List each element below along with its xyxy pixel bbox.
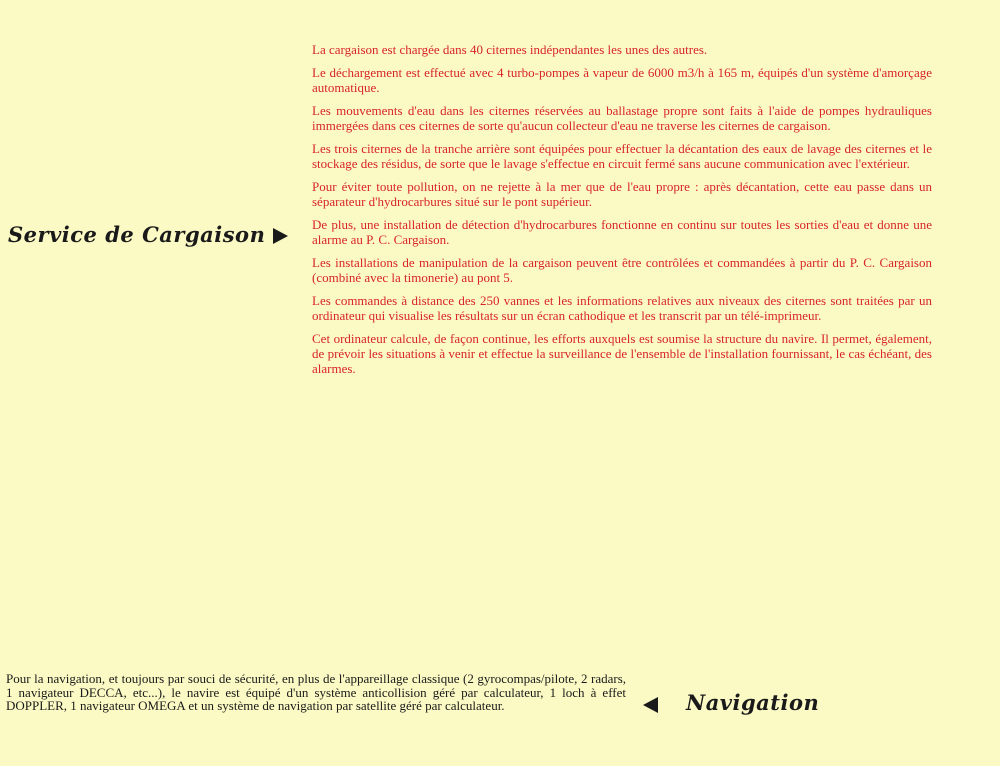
cargo-paragraph: Les installations de manipulation de la cargaison peuvent être contrôlées et commandées à partir du P. C. Cargaison (combiné avec la timonerie) au pont 5. [312, 255, 932, 285]
cargo-paragraph: Les mouvements d'eau dans les citernes réservées au ballastage propre sont faits à l'aide de pompes hydrauliques immergées dans ces citernes de sorte qu'aucun collecteur d'eau ne traverse les citernes de cargaison. [312, 103, 932, 133]
cargo-heading: Service de Cargaison [8, 222, 266, 247]
triangle-left-icon [643, 697, 658, 713]
cargo-paragraph: De plus, une installation de détection d'hydrocarbures fonctionne en continu sur toutes les sorties d'eau et donne une alarme au P. C. Cargaison. [312, 217, 932, 247]
cargo-description [312, 42, 932, 384]
cargo-paragraph: Les trois citernes de la tranche arrière sont équipées pour effectuer la décantation des eaux de lavage des citernes et le stockage des résidus, de sorte que le lavage s'effectue en circuit fermé sans aucune communication avec l'extérieur. [312, 141, 932, 171]
cargo-paragraph: Le déchargement est effectué avec 4 turbo-pompes à vapeur de 6000 m3/h à 165 m, équipés d'un système d'amorçage automatique. [312, 65, 932, 95]
cargo-paragraph: Pour éviter toute pollution, on ne rejette à la mer que de l'eau propre : après décantation, cette eau passe dans un séparateur d'hydrocarbures situé sur le pont supérieur. [312, 179, 932, 209]
navigation-description [6, 672, 626, 713]
cargo-paragraph: Cet ordinateur calcule, de façon continue, les efforts auxquels est soumise la structure du navire. Il permet, également, de prévoir les situations à venir et effectue la surveillance de l'ensemble de l'installation fournissant, le cas échéant, des alarmes. [312, 331, 932, 376]
navigation-paragraph: Pour la navigation, et toujours par souci de sécurité, en plus de l'appareillage classique (2 gyrocompas/pilote, 2 radars, 1 navigateur DECCA, etc...), le navire est équipé d'un système anticollision géré par calculateur, 1 loch à effet DOPPLER, 1 navigateur OMEGA et un système de navigation par satellite géré par calculateur. [6, 671, 626, 713]
cargo-paragraph: La cargaison est chargée dans 40 citernes indépendantes les unes des autres. [312, 42, 708, 57]
triangle-right-icon [273, 228, 288, 244]
cargo-paragraph: Les commandes à distance des 250 vannes et les informations relatives aux niveaux des citernes sont traitées par un ordinateur qui visualise les résultats sur un écran cathodique et les transcrit par un télé-imprimeur. [312, 293, 932, 323]
navigation-heading: Navigation [686, 690, 820, 715]
